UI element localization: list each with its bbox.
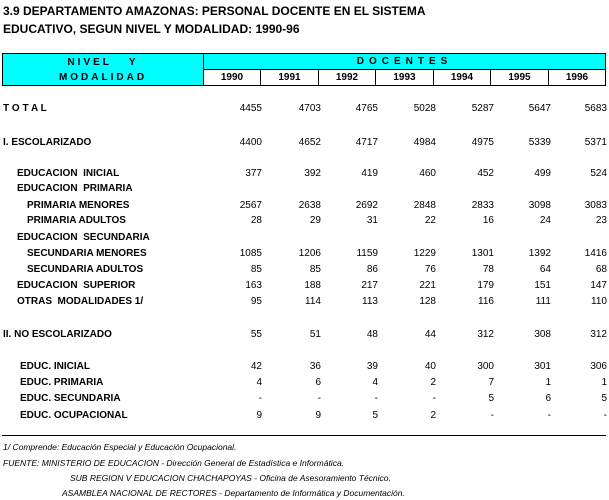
value-cell: 42 (250, 361, 262, 372)
value-cell: 377 (245, 168, 262, 179)
row-label: T O T A L (3, 103, 47, 114)
value-cell: 6 (545, 393, 551, 404)
table-row (0, 393, 609, 407)
value-cell: 31 (366, 215, 378, 226)
value-cell: 1 (601, 377, 607, 388)
value-cell: 1301 (471, 248, 494, 259)
header-modalidad: MODALIDAD (58, 71, 148, 83)
table-title-line-1: 3.9 DEPARTAMENTO AMAZONAS: PERSONAL DOCENTE EN EL SISTEMA (3, 4, 426, 18)
value-cell: 2 (430, 377, 436, 388)
table-row (0, 296, 609, 310)
value-cell: 499 (534, 168, 551, 179)
value-cell: 5683 (584, 103, 607, 114)
row-label: EDUCACION PRIMARIA (17, 183, 133, 194)
value-cell: 51 (309, 329, 321, 340)
value-cell: - (547, 410, 551, 421)
value-cell: 85 (250, 264, 262, 275)
value-cell: 2833 (471, 200, 494, 211)
value-cell: 78 (482, 264, 494, 275)
value-cell: 2 (430, 410, 436, 421)
table-row (0, 103, 609, 117)
value-cell: 151 (534, 280, 551, 291)
value-cell: 452 (477, 168, 494, 179)
value-cell: 1159 (356, 248, 378, 259)
value-cell: 3098 (528, 200, 551, 211)
value-cell: 7 (488, 377, 494, 388)
value-cell: 4652 (298, 137, 321, 148)
row-label: II. NO ESCOLARIZADO (3, 329, 112, 340)
value-cell: 217 (361, 280, 378, 291)
value-cell: 5 (601, 393, 607, 404)
value-cell: 4717 (355, 137, 378, 148)
value-cell: - (603, 410, 607, 421)
header-year-1991: 1991 (260, 69, 319, 86)
row-label: PRIMARIA ADULTOS (27, 215, 126, 226)
value-cell: 95 (250, 296, 262, 307)
value-cell: 29 (309, 215, 321, 226)
table-row (0, 280, 609, 294)
value-cell: 113 (362, 296, 378, 307)
value-cell: 3083 (584, 200, 607, 211)
value-cell: 23 (595, 215, 607, 226)
table-title-line-2: EDUCATIVO, SEGUN NIVEL Y MODALIDAD: 1990-96 (3, 22, 300, 36)
value-cell: 39 (366, 361, 378, 372)
value-cell: 4 (372, 377, 378, 388)
value-cell: 163 (245, 280, 262, 291)
value-cell: 5287 (471, 103, 494, 114)
row-label: EDUC. OCUPACIONAL (20, 410, 128, 421)
header-year-1993: 1993 (375, 69, 434, 86)
row-label: OTRAS MODALIDADES 1/ (17, 296, 144, 307)
value-cell: 114 (305, 296, 321, 307)
header-year-1992: 1992 (318, 69, 376, 86)
value-cell: 9 (315, 410, 321, 421)
note-source: FUENTE: MINISTERIO DE EDUCACION - Dirección General de Estadística e Informática. (3, 458, 345, 468)
value-cell: 5 (372, 410, 378, 421)
value-cell: 460 (419, 168, 436, 179)
value-cell: 5647 (528, 103, 551, 114)
value-cell: 68 (595, 264, 607, 275)
value-cell: 1392 (528, 248, 551, 259)
table-row (0, 410, 609, 424)
row-label: SECUNDARIA ADULTOS (27, 264, 144, 275)
value-cell: 1229 (413, 248, 436, 259)
table-row (0, 361, 609, 375)
value-cell: - (258, 393, 262, 404)
table-row (0, 264, 609, 278)
value-cell: 4703 (298, 103, 321, 114)
table-header (2, 53, 606, 86)
value-cell: 312 (477, 329, 494, 340)
value-cell: 16 (482, 215, 494, 226)
value-cell: 4975 (471, 137, 494, 148)
value-cell: 5028 (413, 103, 436, 114)
value-cell: 2848 (413, 200, 436, 211)
table-row (0, 183, 609, 197)
table-row (0, 215, 609, 229)
note-source-3: ASAMBLEA NACIONAL DE RECTORES - Departamento de Informática y Documentación. (62, 488, 405, 498)
value-cell: 76 (424, 264, 436, 275)
value-cell: 179 (477, 280, 494, 291)
value-cell: 4400 (239, 137, 262, 148)
row-label: SECUNDARIA MENORES (27, 248, 147, 259)
row-label: I. ESCOLARIZADO (3, 137, 92, 148)
value-cell: 40 (424, 361, 436, 372)
value-cell: 4455 (239, 103, 262, 114)
value-cell: 128 (419, 296, 436, 307)
value-cell: - (432, 393, 436, 404)
value-cell: 4 (256, 377, 262, 388)
row-label: EDUCACION SECUNDARIA (17, 232, 150, 243)
value-cell: 48 (366, 329, 378, 340)
value-cell: 22 (424, 215, 436, 226)
value-cell: 44 (424, 329, 436, 340)
note-1: 1/ Comprende: Educación Especial y Educación Ocupacional. (3, 442, 237, 452)
value-cell: 6 (315, 377, 321, 388)
value-cell: 1206 (298, 248, 321, 259)
row-label: EDUC. INICIAL (20, 361, 90, 372)
value-cell: 301 (534, 361, 551, 372)
row-label: PRIMARIA MENORES (27, 200, 130, 211)
value-cell: 300 (477, 361, 494, 372)
row-label: EDUCACION INICIAL (17, 168, 120, 179)
value-cell: 221 (419, 280, 436, 291)
value-cell: 306 (590, 361, 607, 372)
value-cell: 5339 (528, 137, 551, 148)
value-cell: 64 (539, 264, 551, 275)
value-cell: 5371 (584, 137, 607, 148)
value-cell: 28 (250, 215, 262, 226)
value-cell: - (374, 393, 378, 404)
row-label: EDUCACION SUPERIOR (17, 280, 136, 291)
value-cell: 116 (478, 296, 494, 307)
value-cell: 419 (361, 168, 378, 179)
value-cell: 85 (309, 264, 321, 275)
table-row (0, 137, 609, 151)
note-source-2: SUB REGION V EDUCACION CHACHAPOYAS - Oficina de Asesoramiento Técnico. (70, 473, 391, 483)
table-row (0, 248, 609, 262)
table-row (0, 232, 609, 246)
value-cell: - (490, 410, 494, 421)
row-label: EDUC. SECUNDARIA (20, 393, 121, 404)
table-row (0, 200, 609, 214)
table-row (0, 329, 609, 343)
value-cell: 1085 (239, 248, 262, 259)
value-cell: - (317, 393, 321, 404)
header-year-1995: 1995 (490, 69, 549, 86)
header-year-1996: 1996 (548, 69, 606, 86)
value-cell: 147 (590, 280, 607, 291)
value-cell: 86 (366, 264, 378, 275)
value-cell: 524 (590, 168, 607, 179)
value-cell: 4984 (413, 137, 436, 148)
row-label: EDUC. PRIMARIA (20, 377, 104, 388)
table-row (0, 168, 609, 182)
value-cell: 312 (590, 329, 607, 340)
value-cell: 111 (535, 296, 551, 307)
table-row (0, 377, 609, 391)
value-cell: 110 (591, 296, 607, 307)
value-cell: 9 (256, 410, 262, 421)
header-year-1994: 1994 (433, 69, 491, 86)
value-cell: 2692 (355, 200, 378, 211)
value-cell: 5 (488, 393, 494, 404)
value-cell: 188 (304, 280, 321, 291)
footer-rule (2, 435, 606, 436)
value-cell: 2567 (239, 200, 262, 211)
value-cell: 24 (539, 215, 551, 226)
value-cell: 392 (304, 168, 321, 179)
header-nivel-modalidad (2, 53, 204, 86)
value-cell: 1416 (584, 248, 607, 259)
value-cell: 36 (309, 361, 321, 372)
value-cell: 1 (545, 377, 551, 388)
value-cell: 55 (250, 329, 262, 340)
header-year-1990: 1990 (203, 69, 261, 86)
value-cell: 4765 (355, 103, 378, 114)
header-docentes: DOCENTES (203, 53, 606, 70)
value-cell: 308 (534, 329, 551, 340)
header-nivel: NIVEL Y (67, 56, 139, 68)
value-cell: 2638 (298, 200, 321, 211)
